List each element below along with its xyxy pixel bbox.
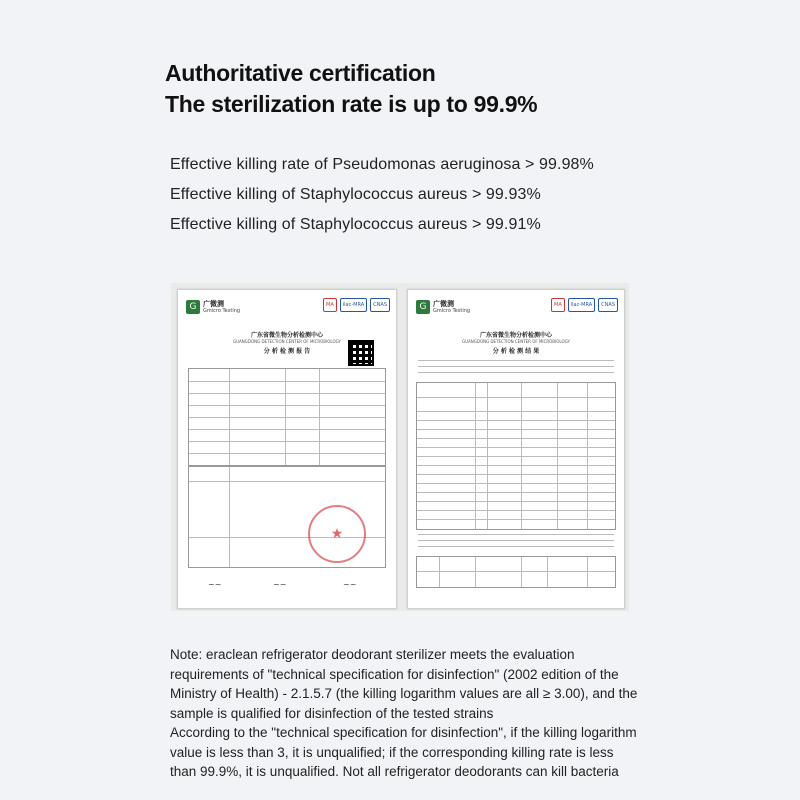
cnas-badge: CNAS (598, 298, 618, 312)
note-paragraph-1: Note: eraclean refrigerator deodorant sterilizer meets the evaluation requirements of "technical specification for disinfection" (2002 edition of the Ministry of Health) - 2.1.5.7 (the killing logarithm values are all ≥ 3.00), and the sample is qualified for disinfection of the tested strains (170, 647, 638, 721)
cnas-badge: CNAS (370, 298, 390, 312)
claim-item: Effective killing rate of Pseudomonas aeruginosa > 99.98% (170, 156, 594, 173)
editor-signature: ~~ (208, 580, 222, 589)
gmicro-logo-icon: G (186, 300, 200, 314)
doc-subtitle: 分 析 检 测 报 告 (263, 348, 311, 355)
doc-title: 广东省微生物分析检测中心 (479, 332, 552, 339)
cma-badge: MA (323, 298, 337, 312)
note-paragraph-2: According to the "technical specification for disinfection", if the killing logarithm value is less than 3, it is unqualified; if the corresponding killing rate is less than 99.9%, it is unqualified. Not all refrigerator deodorants can kill bacteria (170, 725, 637, 779)
claim-item: Effective killing of Staphylococcus aureus > 99.91% (170, 216, 541, 233)
heading-line-2: The sterilization rate is up to 99.9% (165, 91, 538, 117)
verifier-signature: ~~ (273, 580, 287, 589)
org-name-en: Gmicro Testing (203, 308, 241, 314)
doc-title: 广东省微生物分析检测中心 (250, 332, 323, 339)
org-name-en: Gmicro Testing (433, 308, 471, 314)
ilac-badge: ilac-MRA (568, 298, 595, 312)
doc-subtitle: 分 析 检 测 结 果 (492, 348, 540, 355)
cma-badge: MA (551, 298, 565, 312)
qr-code-icon (348, 340, 374, 366)
report-cover-document: G 广微测 Gmicro Testing MA ilac-MRA CNAS 广东省微生物分析检测中心 GUANGDONG DETECTION CENTER OF MICROBIOLOGY 分 析 检 测 报 告 ★ ~~ ~~ ~~ (177, 289, 397, 609)
test-results-document: G 广微测 Gmicro Testing MA ilac-MRA CNAS 广东省微生物分析检测中心 GUANGDONG DETECTION CENTER OF MICROBIOLOGY 分 析 检 测 结 果 (407, 289, 625, 609)
accreditation-badges (323, 298, 390, 312)
results-table (416, 382, 616, 530)
claim-item: Effective killing of Staphylococcus aureus > 99.93% (170, 186, 541, 203)
ilac-badge: ilac-MRA (340, 298, 367, 312)
report-info-table (188, 368, 386, 466)
odor-test-table (416, 556, 616, 588)
certificate-images (171, 283, 629, 611)
org-name: 广微测 (203, 300, 224, 308)
accreditation-badges (551, 298, 618, 312)
heading-line-1: Authoritative certification (165, 60, 436, 86)
org-name: 广微测 (433, 300, 454, 308)
approver-signature: ~~ (343, 580, 357, 589)
claims-list (170, 150, 770, 240)
note-text (170, 645, 640, 782)
red-seal-stamp: ★ (308, 505, 366, 563)
heading (165, 58, 765, 120)
gmicro-logo-icon: G (416, 300, 430, 314)
